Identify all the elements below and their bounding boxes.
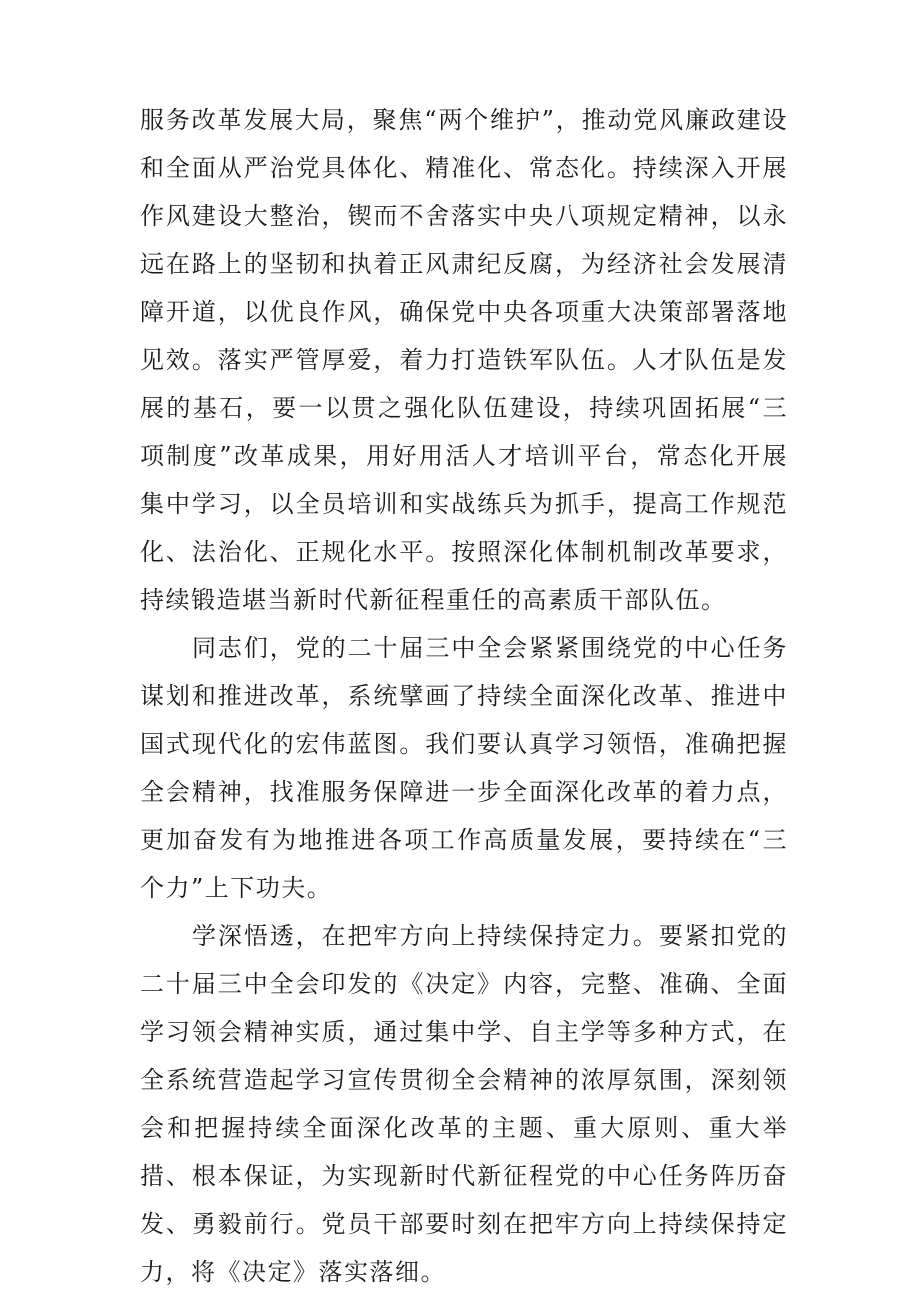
paragraph-study-deeply: 学深悟透，在把牢方向上持续保持定力。要紧扣党的二十届三中全会印发的《决定》内容，完整、准确、全面学习领会精神实质，通过集中学、自主学等多种方式，在全系统营造起学习宣传贯彻全会精神的浓厚氛围，深刻领会和把握持续全面深化改革的主题、重大原则、重大举措、根本保证，为实现新时代新征程党的中心任务阵历奋发、勇毅前行。党员干部要时刻在把牢方向上持续保持定力，将《决定》落实落细。 — [140, 922, 788, 1286]
document-body — [140, 96, 788, 1296]
paragraph-continuation: 服务改革发展大局，聚焦“两个维护”，推动党风廉政建设和全面从严治党具体化、精准化、常态化。持续深入开展作风建设大整治，锲而不舍落实中央八项规定精神，以永远在路上的坚韧和执着正风肃纪反腐，为经济社会发展清障开道，以优良作风，确保党中央各项重大决策部署落地见效。落实严管厚爱，着力打造铁军队伍。人才队伍是发展的基石，要一以贯之强化队伍建设，持续巩固拓展“三项制度”改革成果，用好用活人才培训平台，常态化开展集中学习，以全员培训和实战练兵为抓手，提高工作规范化、法治化、正规化水平。按照深化体制机制改革要求，持续锻造堪当新时代新征程重任的高素质干部队伍。 — [140, 106, 788, 614]
paragraph-comrades: 同志们，党的二十届三中全会紧紧围绕党的中心任务谋划和推进改革，系统擘画了持续全面深化改革、推进中国式现代化的宏伟蓝图。我们要认真学习领悟，准确把握全会精神，找准服务保障进一步全面深化改革的着力点，更加奋发有为地推进各项工作高质量发展，要持续在“三个力”上下功夫。 — [140, 634, 788, 902]
